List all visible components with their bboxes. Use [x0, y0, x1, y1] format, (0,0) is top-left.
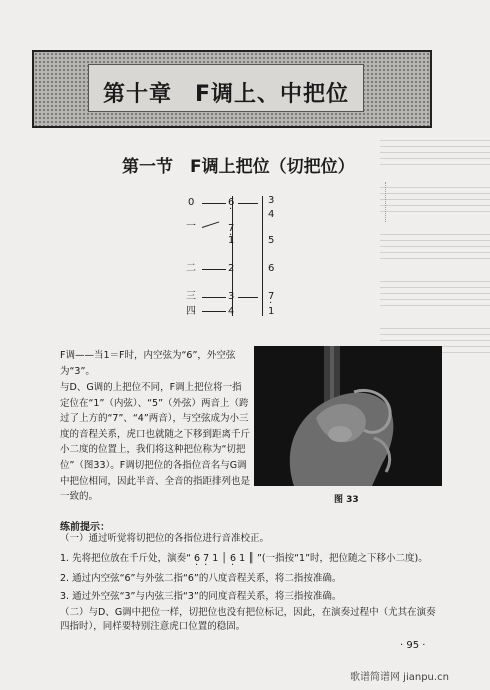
diagram-label-1: 一 [186, 221, 196, 232]
diagram-label-4: 四 [186, 306, 196, 317]
inner-note-7: 7 · [228, 224, 234, 234]
diagram-label-0: 0 [188, 197, 195, 208]
outer-note-7: 7 [268, 291, 275, 302]
chapter-title: 第十章 F调上、中把位 [102, 82, 350, 107]
inner-note-3: 3 [228, 291, 235, 302]
tip-1: （一）通过听觉将切把位的各指位进行音准校正。 [60, 533, 270, 544]
tip-2-barline: │ [221, 553, 228, 564]
diagram-label-2: 二 [186, 263, 196, 274]
figure-caption: 图 33 [334, 495, 359, 505]
tip-2 [60, 552, 440, 566]
tip-5: （二）与D、G调中把位一样，切把位也没有把位标记，因此，在演奏过程中（尤其在演奏四指时），同样要特别注意虎口位置的稳固。 [60, 607, 436, 632]
paragraph-2: 与D、G调的上把位不同，F调上把位将一指定位在“1”（内弦）、“5”（外弦）两音上（跨过了上方的“7”、“4”两音），与空弦成为小三度的音程关系，虎口也就随之下移到距离千斤小二度的位置上，我们将这种把位称为“切把位”（图33）。F调切把位的各指位音名与G调中把位相同，因此半音、全音的指距排列也是一致的。 [60, 382, 251, 503]
page-number: · 95 · [400, 640, 426, 651]
outer-note-1-high: · 1 [268, 307, 274, 317]
outer-line-2 [238, 297, 258, 298]
inner-note-6: 6 · [228, 198, 234, 208]
tips-heading: 练前提示： [60, 522, 110, 533]
tip-2-prefix: 1. 先将把位放在千斤处，演奏“ [60, 553, 192, 564]
margin-mark [385, 182, 386, 222]
tip-2-end-barline: ║ [248, 553, 254, 564]
tip-2-suffix: ”(一指按“1”时，把位随之下移小二度)。 [256, 553, 428, 564]
tip-4: 3. 通过外空弦“3”与内弦三指“3”的同度音程关系，将三指按准确。 [60, 591, 342, 602]
section-title: 第一节 F调上把位（切把位） [122, 157, 355, 177]
inner-note-4: 4 [228, 306, 235, 317]
tip-2-note-1b: 1 [239, 553, 246, 564]
paragraph-1: F调——当1＝F时，内空弦为“6”，外空弦为“3”。 [60, 350, 236, 377]
diagram-label-3: 三 [186, 291, 196, 302]
chapter-banner [32, 50, 432, 128]
outer-string-line [262, 196, 263, 316]
outer-note-4: 4 [268, 209, 275, 220]
finger-line-2 [202, 269, 226, 270]
tip-2-note-7: 7 · [203, 552, 209, 566]
inner-note-2: 2 [228, 263, 235, 274]
chapter-title-box [88, 64, 364, 112]
tip-2-note-6: 6 · [194, 552, 200, 566]
outer-note-5: 5 [268, 235, 275, 246]
outer-note-3: 3 [268, 195, 275, 206]
site-watermark: 歌谱简谱网 jianpu.cn [350, 672, 449, 683]
tip-2-note-1: 1 [212, 553, 219, 564]
finger-line-1 [202, 221, 219, 228]
inner-note-1: 1 [228, 235, 235, 246]
finger-position-diagram [180, 190, 300, 320]
finger-line-0 [202, 203, 226, 204]
finger-line-3 [202, 297, 226, 298]
tip-3: 2. 通过内空弦“6”与外弦二指“6”的八度音程关系，将二指按准确。 [60, 573, 342, 584]
hand-on-erhu-image [254, 346, 442, 486]
tip-2-note-6b: 6 · [230, 552, 236, 566]
outer-line-0 [238, 203, 258, 204]
figure-33-photo [254, 346, 442, 486]
finger-line-4 [202, 311, 226, 312]
outer-note-6: 6 [268, 263, 275, 274]
